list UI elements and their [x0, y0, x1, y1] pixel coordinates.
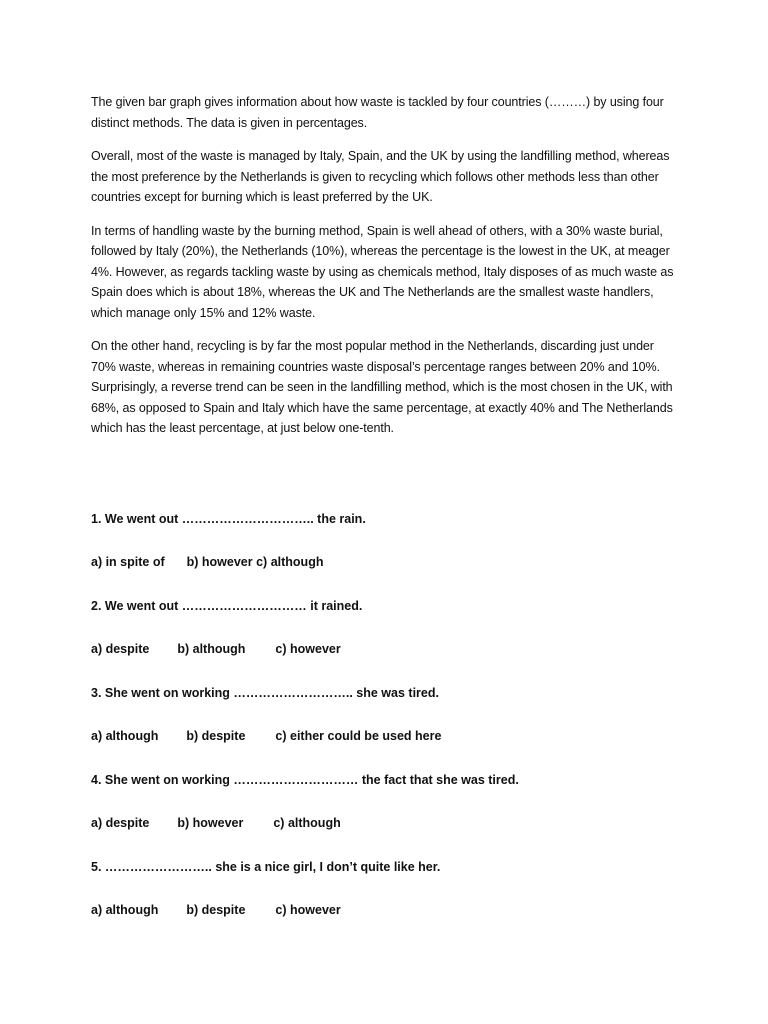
question-2-option-c: c) however	[275, 642, 341, 657]
question-1-stem: 1. We went out ………………………….. the rain.	[91, 512, 366, 526]
question-5-option-a: a) although	[91, 903, 159, 918]
essay-paragraph-4: On the other hand, recycling is by far the most popular method in the Netherlands, discarding just under 70% waste, whereas in remaining countries waste disposal’s percentage ranges between 20% and 10%. Surprisingly, a reverse trend can be seen in the landfilling method, which is the most chosen in the UK, with 68%, as opposed to Spain and Italy which have the same percentage, at exactly 40% and The Netherlands which has the least percentage, at just below one-tenth.	[91, 339, 673, 435]
question-3-option-c: c) either could be used here	[275, 729, 442, 744]
exercise-section	[91, 509, 691, 944]
question-1-option-a: a) in spite of	[91, 555, 165, 570]
question-4-option-a: a) despite	[91, 816, 150, 831]
essay-section	[91, 92, 681, 452]
question-5-options	[91, 900, 691, 922]
question-4-option-b: b) however	[177, 816, 244, 831]
question-4-stem: 4. She went on working ………………………… the fact that she was tired.	[91, 772, 519, 787]
essay-paragraph-2: Overall, most of the waste is managed by Italy, Spain, and the UK by using the landfilling method, whereas the most preference by the Netherlands is given to recycling which follows other methods less than other countries except for burning which is least preferred by the UK.	[91, 149, 670, 204]
question-2-option-b: b) although	[177, 642, 246, 657]
question-3-stem: 3. She went on working ……………………….. she was tired.	[91, 685, 439, 700]
question-4-option-c: c) although	[273, 816, 341, 831]
question-2-stem: 2. We went out ………………………… it rained.	[91, 598, 363, 613]
question-1-options	[91, 552, 691, 574]
question-4-options	[91, 813, 691, 835]
question-1-option-b: b) however	[186, 555, 253, 570]
question-3-option-a: a) although	[91, 729, 159, 744]
question-2-option-a: a) despite	[91, 642, 150, 657]
question-3-options	[91, 726, 691, 748]
question-1-option-c: c) although	[256, 555, 324, 570]
question-2-options	[91, 639, 691, 661]
question-5-option-b: b) despite	[186, 903, 246, 918]
essay-paragraph-1: The given bar graph gives information about how waste is tackled by four countries (………) by using four distinct methods. The data is given in percentages.	[91, 95, 664, 130]
essay-paragraph-3: In terms of handling waste by the burning method, Spain is well ahead of others, with a 30% waste burial, followed by Italy (20%), the Netherlands (10%), whereas the percentage is the lowest in the UK, at meager 4%. However, as regards tackling waste by using as chemicals method, Italy disposes of as much waste as Spain does which is about 18%, whereas the UK and The Netherlands are the smallest waste handlers, which manage only 15% and 12% waste.	[91, 223, 674, 320]
question-3-option-b: b) despite	[186, 729, 246, 744]
question-5-stem: 5. …………………….. she is a nice girl, I don’t quite like her.	[91, 859, 441, 874]
question-5-option-c: c) however	[275, 903, 341, 918]
